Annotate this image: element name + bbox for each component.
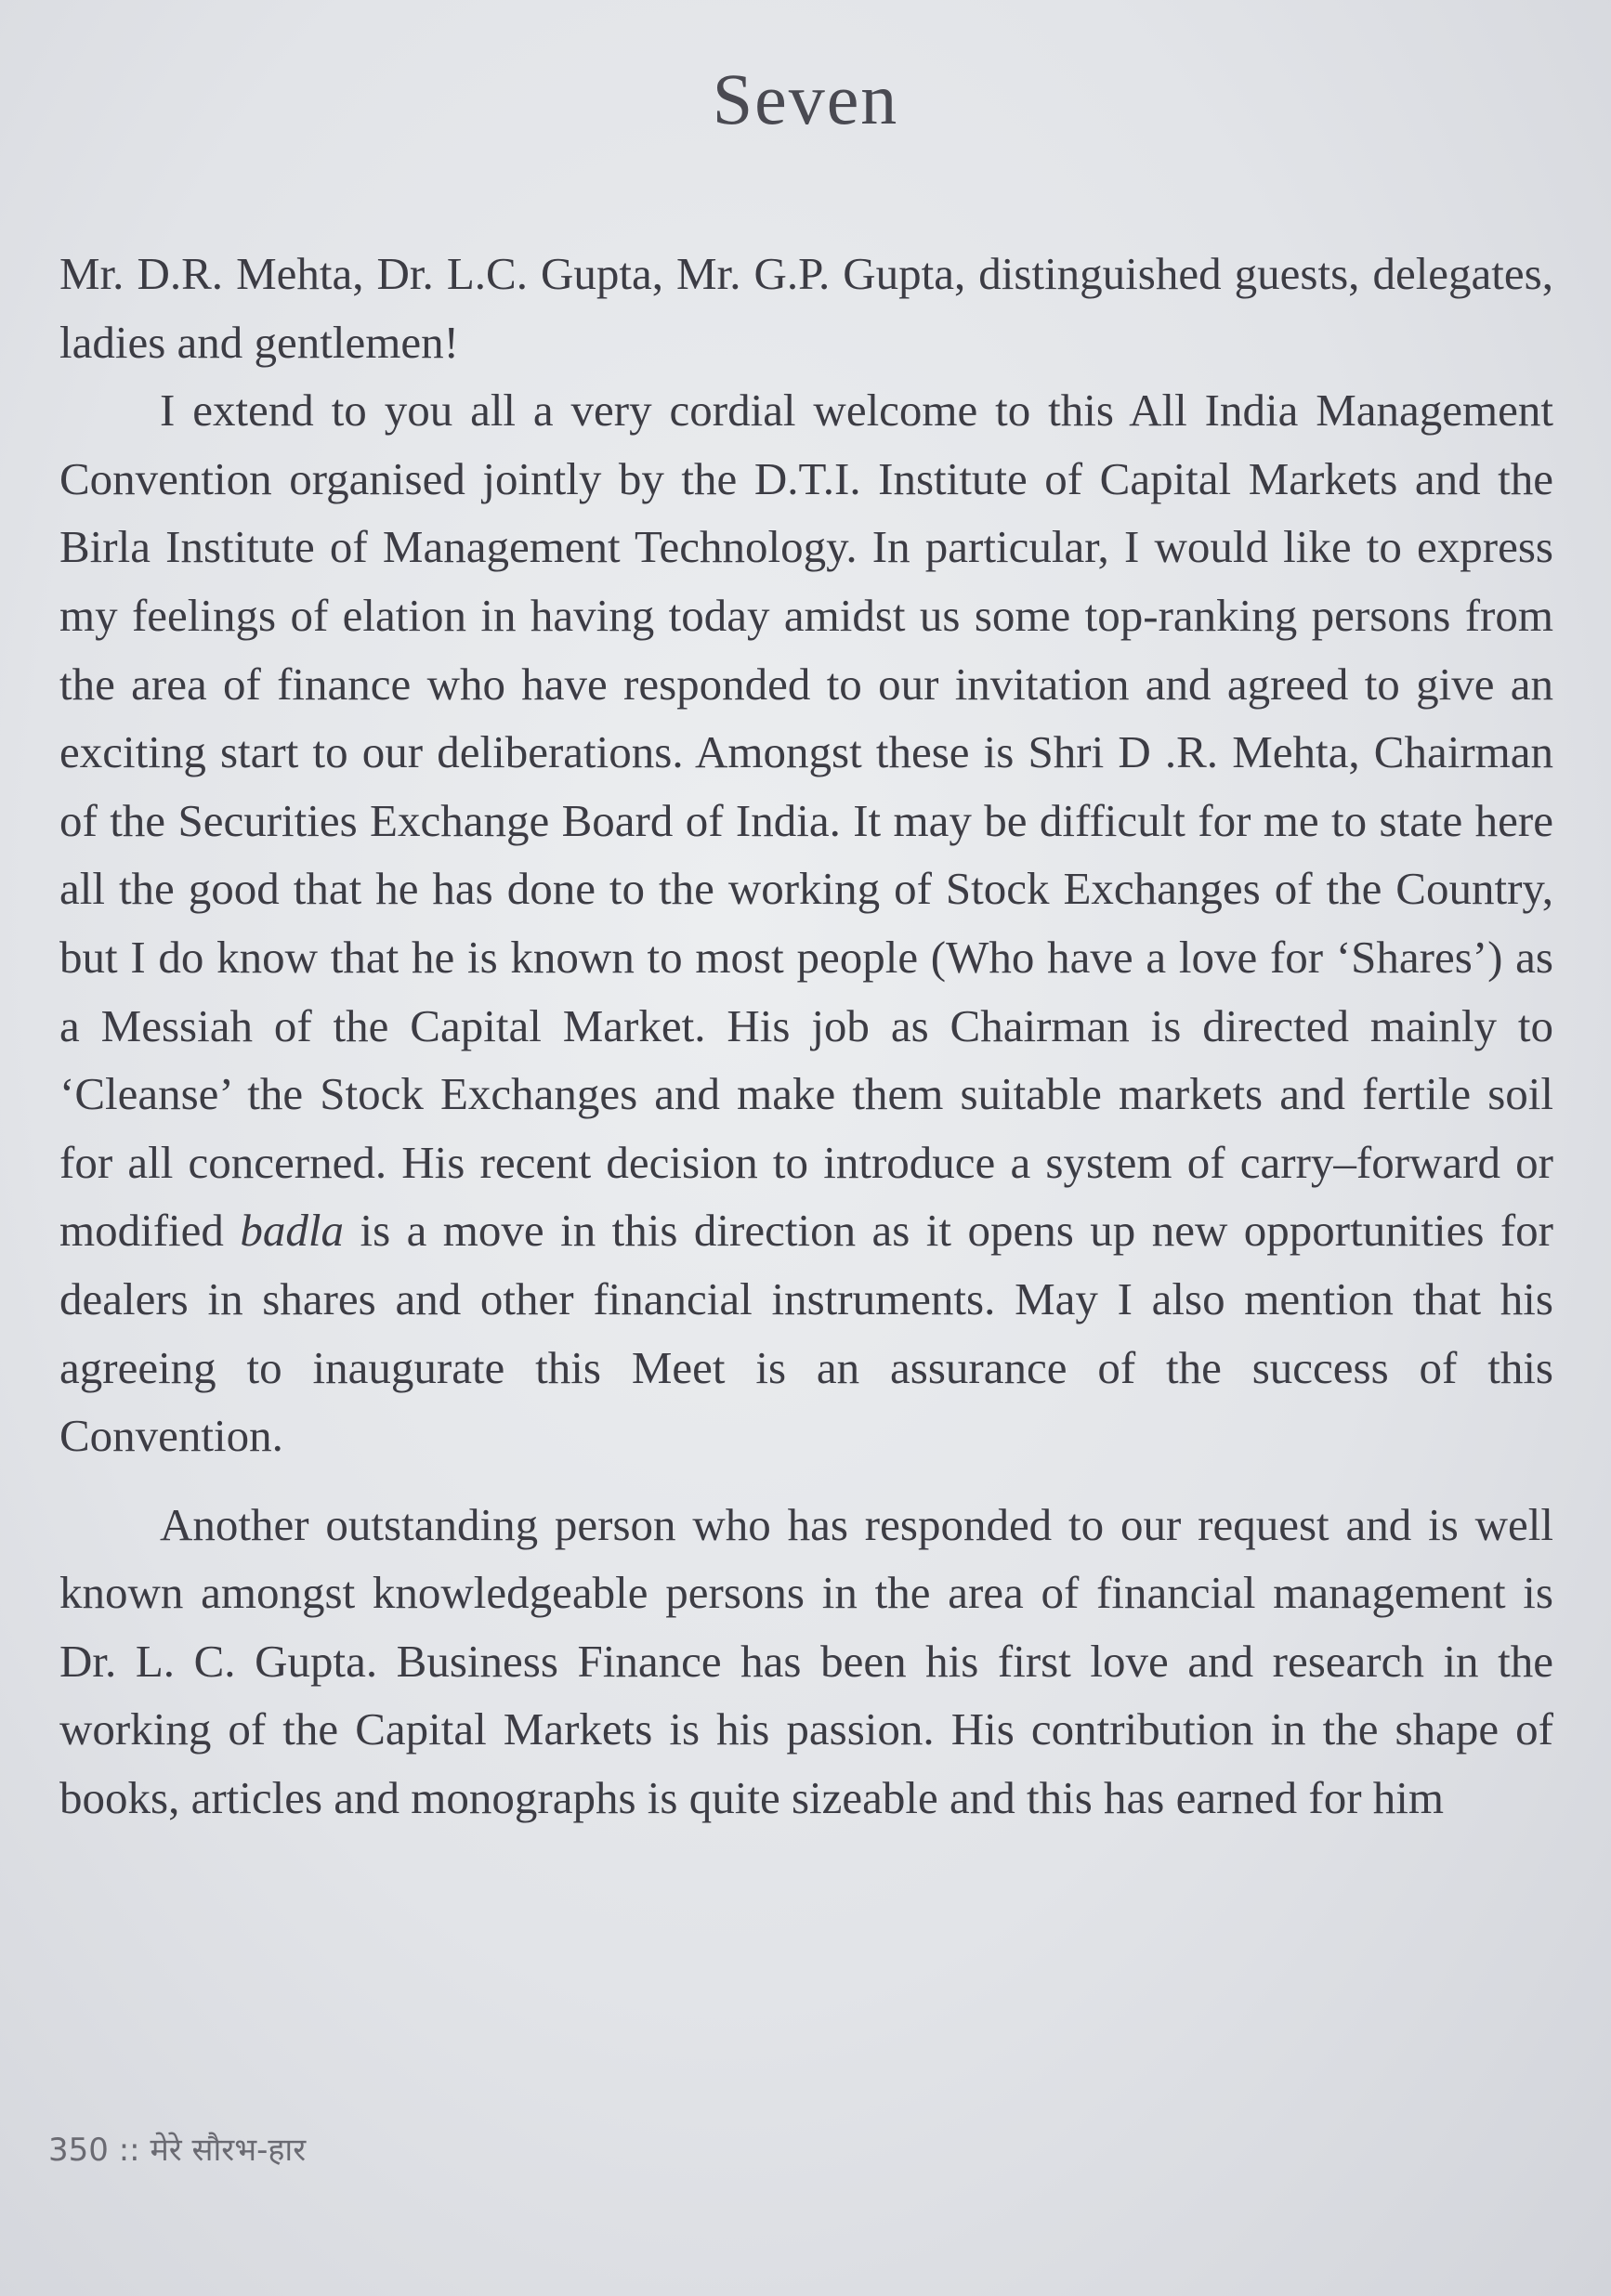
page-number: 350	[48, 2132, 109, 2169]
chapter-title: Seven	[712, 59, 899, 139]
gupta-paragraph: Another outstanding person who has responded to our request and is well known amongst knowledgeable persons in the area of financial management is Dr. L. C. Gupta. Business Finance has been his first love and research in the working of the Capital Markets is his passion. His contribution in the shape of books, articles and monographs is quite sizeable and this has earned for him	[59, 1498, 1553, 1824]
welcome-text-part-2: is a move in this direction as it opens up new opportunities for dealers in shares and other financial instruments. May I also mention that his agreeing to inaugurate this Meet is an assurance of the success of this Convention.	[59, 1205, 1553, 1462]
running-title: मेरे सौरभ-हार	[150, 2132, 307, 2169]
welcome-text-part-1: I extend to you all a very cordial welcome to this All India Management Convention organised jointly by the D.T.I. Institute of Capital Markets and the Birla Institute of Management Technology. In particular, I would like to express my feelings of elation in having today amidst us some top-ranking persons from the area of finance who have responded to our invitation and agreed to give an exciting start to our deliberations. Amongst these is Shri D .R. Mehta, Chairman of the Securities Exchange Board of India. It may be difficult for me to state here all the good that he has done to the working of Stock Exchanges of the Country, but I do know that he is known to most people (Who have a love for ‘Shares’) as a Messiah of the Capital Market. His job as Chairman is directed mainly to ‘Cleanse’ the Stock Exchanges and make them suitable markets and fertile soil for all concerned. His recent decision to introduce a system of carry–forward or modified	[59, 385, 1553, 1257]
italic-term-badla: badla	[240, 1205, 344, 1257]
body-text	[59, 240, 1553, 1833]
salutation-paragraph: Mr. D.R. Mehta, Dr. L.C. Gupta, Mr. G.P. Gupta, distinguished guests, delegates, ladies and gentlemen!	[59, 248, 1553, 368]
footer-separator: ::	[118, 2132, 140, 2169]
welcome-paragraph	[59, 376, 1553, 1470]
page-footer	[48, 2127, 306, 2170]
